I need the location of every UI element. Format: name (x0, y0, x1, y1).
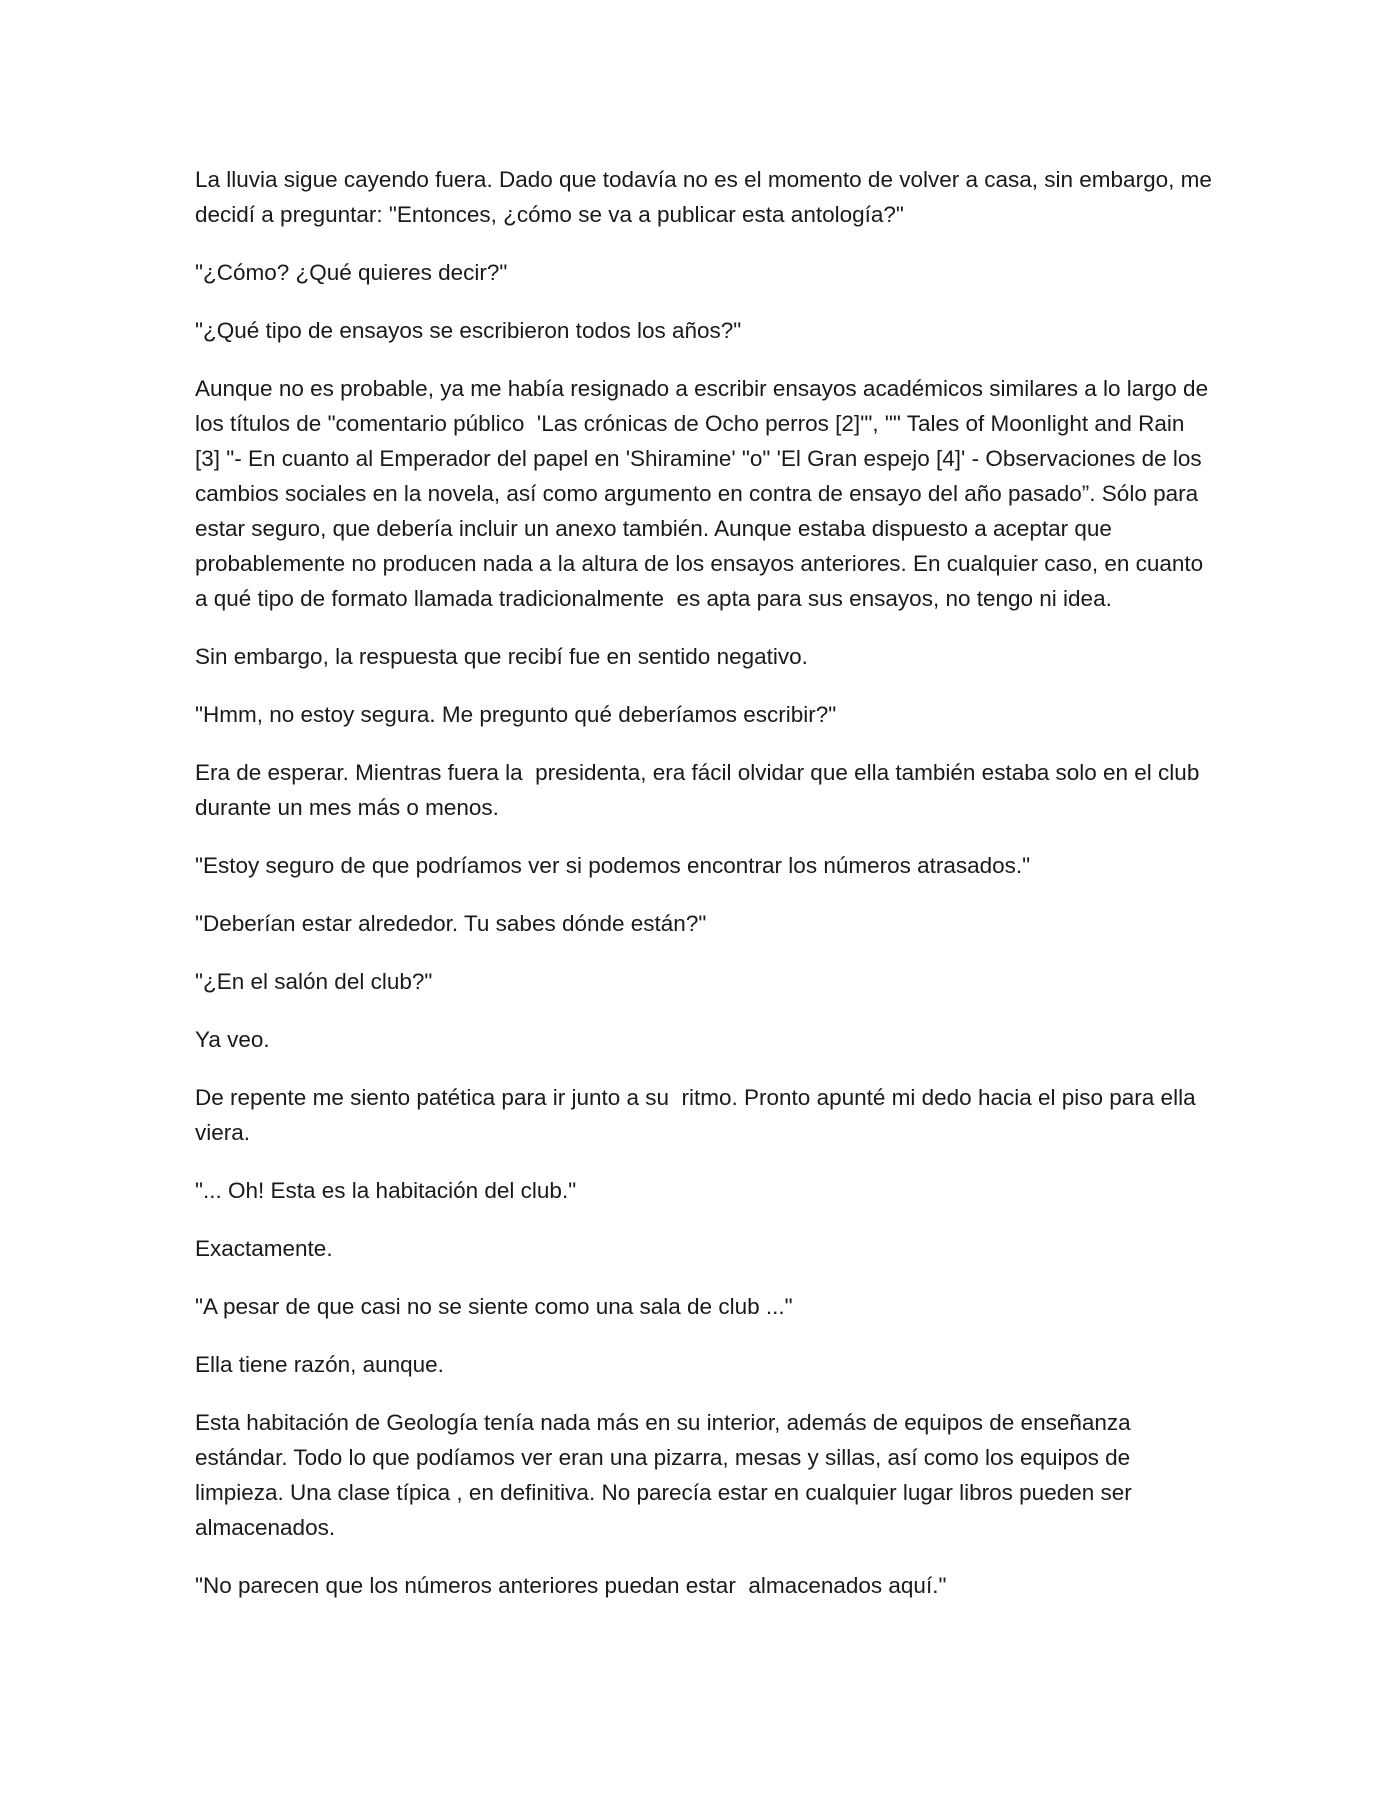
paragraph-1: La lluvia sigue cayendo fuera. Dado que todavía no es el momento de volver a casa, sin embargo, me decidí a preguntar: "Entonces, ¿cómo se va a publicar esta antología?" (195, 167, 1219, 227)
paragraph-11: Ya veo. (195, 1027, 270, 1052)
paragraph-14: Exactamente. (195, 1236, 333, 1261)
paragraph-5: Sin embargo, la respuesta que recibí fue en sentido negativo. (195, 644, 808, 669)
paragraph-12: De repente me siento patética para ir junto a su ritmo. Pronto apunté mi dedo hacia el piso para ella viera. (195, 1085, 1202, 1145)
paragraph-15: "A pesar de que casi no se siente como una sala de club ..." (195, 1294, 793, 1319)
paragraph-16: Ella tiene razón, aunque. (195, 1352, 444, 1377)
paragraph-9: "Deberían estar alrededor. Tu sabes dónde están?" (195, 911, 707, 936)
paragraph-3: "¿Qué tipo de ensayos se escribieron todos los años?" (195, 318, 742, 343)
paragraph-13: "... Oh! Esta es la habitación del club." (195, 1178, 577, 1203)
paragraph-10: "¿En el salón del club?" (195, 969, 433, 994)
paragraph-17: Esta habitación de Geología tenía nada más en su interior, además de equipos de enseñanza estándar. Todo lo que podíamos ver eran una pizarra, mesas y sillas, así como los equipos de limpieza. Una clase típica , en definitiva. No parecía estar en cualquier lugar libros pueden ser almacenados. (195, 1410, 1139, 1540)
paragraph-7: Era de esperar. Mientras fuera la presidenta, era fácil olvidar que ella también estaba solo en el club durante un mes más o menos. (195, 760, 1206, 820)
paragraph-2: "¿Cómo? ¿Qué quieres decir?" (195, 260, 508, 285)
paragraph-18: "No parecen que los números anteriores puedan estar almacenados aquí." (195, 1573, 947, 1598)
paragraph-6: "Hmm, no estoy segura. Me pregunto qué deberíamos escribir?" (195, 702, 837, 727)
paragraph-8: "Estoy seguro de que podríamos ver si podemos encontrar los números atrasados." (195, 853, 1031, 878)
paragraph-4: Aunque no es probable, ya me había resignado a escribir ensayos académicos similares a lo largo de los títulos de "comentario público 'Las crónicas de Ocho perros [2]'", "" Tales of Moonlight and Rain [3] "- En cuanto al Emperador del papel en 'Shiramine' "o" 'El Gran espejo [4]' - Observaciones de los cambios sociales en la novela, así como argumento en contra de ensayo del año pasado”. Sólo para estar seguro, que debería incluir un anexo también. Aunque estaba dispuesto a aceptar que probablemente no producen nada a la altura de los ensayos anteriores. En cualquier caso, en cuanto a qué tipo de formato llamada tradicionalmente es apta para sus ensayos, no tengo ni idea. (195, 376, 1215, 611)
document-page (195, 162, 1219, 1626)
